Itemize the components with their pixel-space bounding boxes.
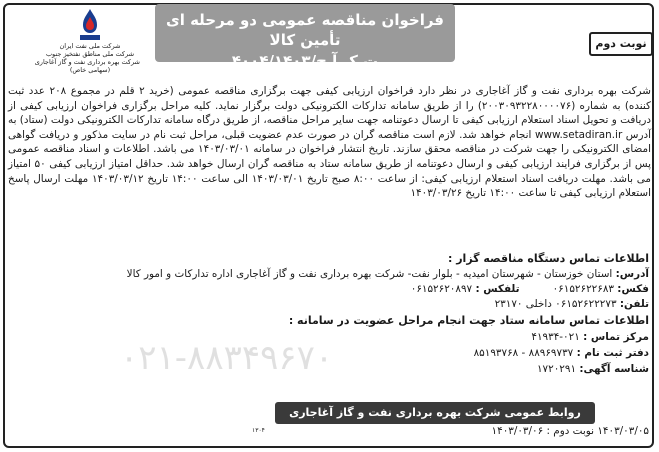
setad-section-title: اطلاعات تماس سامانه ستاد جهت انجام مراحل عضویت در سامانه : [288,314,649,327]
tender-description [8,84,651,201]
telfax-value: ۰۶۱۵۲۶۲۰۸۹۷ [410,283,473,295]
address-label: آدرس: [615,268,649,280]
address-value: استان خوزستان - شهرستان امیدیه - بلوار نفت- شرکت بهره برداری نفت و گاز آغاجاری اداره تدارکات و امور کالا [126,268,613,280]
oil-company-emblem-icon [77,8,103,42]
header-banner [155,4,455,70]
header-reference: ۴۰۰۴/ت ک آ ج/۱۴۰۳ [231,52,379,70]
call-center-label: مرکز تماس : [583,331,649,343]
body-paragraph: شرکت بهره برداری نفت و گاز آغاجاری در نظر دارد فراخوان ارزیابی کیفی جهت برگزاری مناقصه عمومی (خرید ۲ قلم در مجموع ۲۰۸ عدد ثبت کننده) به شماره (۲۰۰۳۰۹۳۲۲۸۰۰۰۰۷۶) را از طریق سامانه تدارکات الکترونیکی دولت برگزار نماید. کلیه مراحل برگزاری فراخوان ارزیابی کیفی از دریافت و تحویل اسناد استعلام ارزیابی کیفی تا ارسال دعوتنامه جهت سایر مراحل مناقصه، از طریق درگاه سامانه تدارکات الکترونیکی دولت (ستاد) به آدرس www.setadiran.ir انجام خواهد شد. لازم است مناقصه گران در صورت عدم عضویت قبلی، مراحل ثبت نام در سایت مذکور و دریافت گواهی امضای الکترونیکی را جهت شرکت در مناقصه محقق سازند. تاریخ انتشار فراخوان در سامانه ۱۴۰۳/۰۳/۰۱ می باشد. اطلاعات و اسناد مناقصه عمومی پس از برگزاری فرایند ارزیابی کیفی و ارسال دعوتنامه از طریق سامانه ستاد به مناقصه گران ارسال خواهد شد. حداقل امتیاز ارزیابی کیفی ۵۰ امتیاز می باشد. مهلت دریافت اسناد استعلام ارزیابی کیفی: از ساعت ۸:۰۰ صبح تاریخ ۱۴۰۳/۰۳/۰۱ الی ساعت ۱۴:۰۰ تاریخ ۱۴۰۳/۰۳/۱۲ مهلت ارسال پاسخ استعلام ارزیابی کیفی تا ساعت ۱۴:۰۰ تاریخ ۱۴۰۳/۰۳/۲۶ [8,85,651,200]
logo-line-2: شرکت ملی مناطق نفتخیز جنوب [45,50,135,58]
fax-row [411,283,649,295]
telfax-label: تلفکس : [475,283,520,295]
header-title: فراخوان مناقصه عمومی دو مرحله ای تأمین کالا [165,11,445,49]
address-row [127,268,649,280]
watermark-text: ۰۲۱-۸۸۳۴۹۶۷۰ [120,338,334,378]
round-badge: نوبت دوم [589,32,653,56]
phone-value: ۰۶۱۵۲۶۲۲۲۷۳ داخلی ۲۳۱۷۰ [494,298,617,310]
logo-line-3: شرکت بهره برداری نفت و گاز آغاجاری [34,58,140,66]
fax-value: ۰۶۱۵۲۶۲۲۶۸۳ [552,283,614,295]
call-center-value: ۰۲۱-۴۱۹۳۴ [531,331,580,343]
company-logo [34,8,140,88]
ad-id-row [537,363,649,375]
page-number: ۱۳۰۴ [252,427,265,434]
logo-line-4: (سهامی خاص) [69,66,111,74]
ad-id-value: ۱۷۲۰۲۹۱ [536,363,577,375]
call-center-row [531,331,649,343]
registration-office-row [474,347,649,359]
contact-section-title: اطلاعات تماس دستگاه مناقصه گزار : [447,252,649,265]
fax-label: فکس: [617,283,649,295]
phone-row [495,298,649,310]
registration-office-value: ۸۸۹۶۹۷۳۷ - ۸۵۱۹۳۷۶۸ [473,347,574,359]
ad-id-label: شناسه آگهی: [579,363,649,375]
phone-label: تلفن: [619,298,649,310]
logo-line-1: شرکت ملی نفت ایران [59,42,121,50]
registration-office-label: دفتر ثبت نام : [576,347,649,359]
public-relations-banner: روابط عمومی شرکت بهره برداری نفت و گاز آغاجاری [275,402,595,424]
publication-date: ۱۴۰۳/۰۳/۰۵ نوبت دوم : ۱۴۰۳/۰۳/۰۶ [491,425,649,437]
